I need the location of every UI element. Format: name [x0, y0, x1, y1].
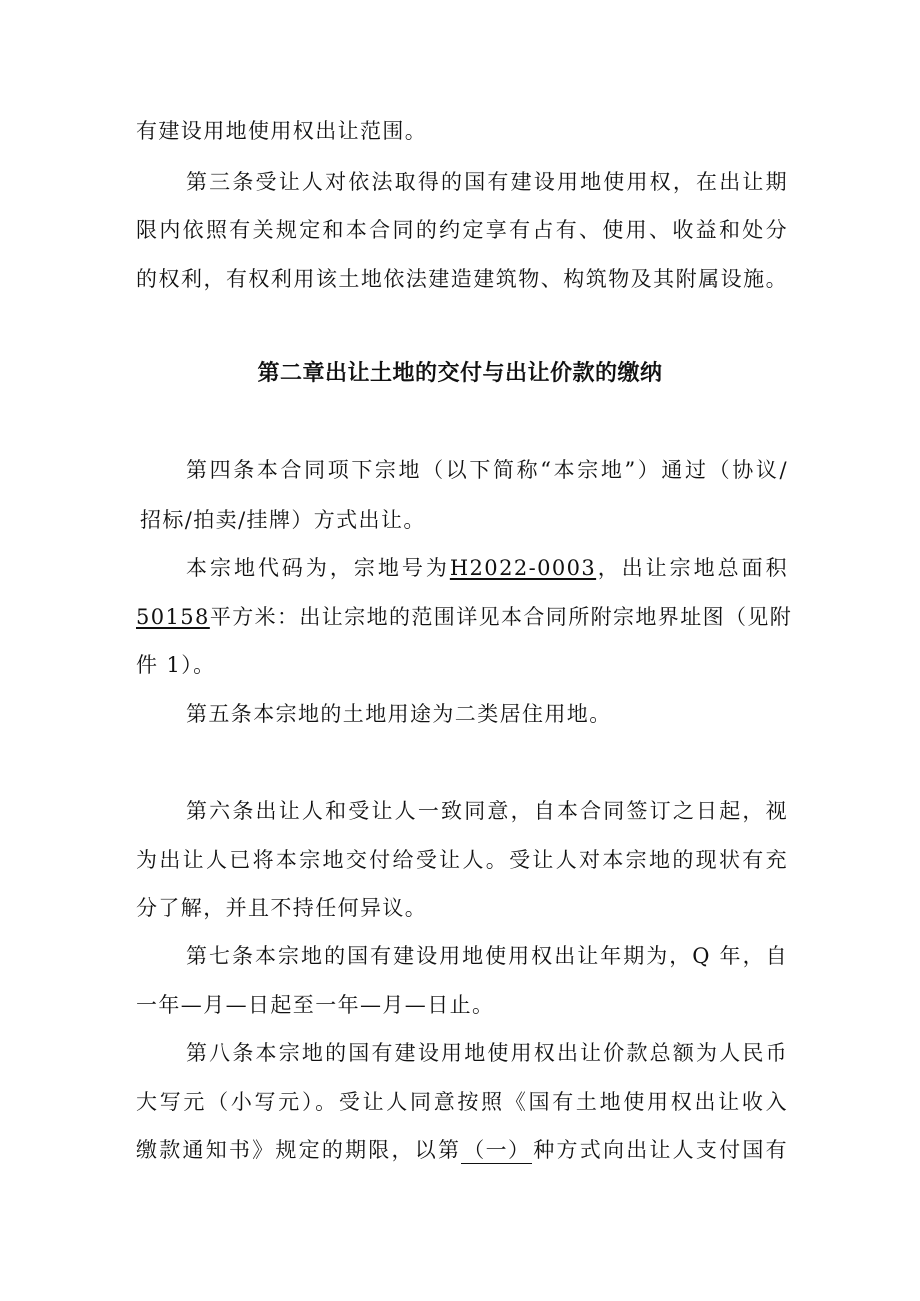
article-3-line-3: 的权利，有权利用该土地依法建造建筑物、构筑物及其附属设施。	[136, 267, 788, 291]
article-4-line-2: 招标/拍卖/挂牌）方式出让。	[140, 508, 426, 532]
parcel-number: H2022-0003	[449, 556, 597, 580]
article-8-line-2: 大写元（小写元）。受让人同意按照《国有土地使用权出让收入	[136, 1090, 788, 1114]
article-3-line-2: 限内依照有关规定和本合同的约定享有占有、使用、收益和处分	[136, 218, 788, 242]
article-8-line-3	[136, 1135, 788, 1165]
parcel-area-value: 50158	[136, 605, 210, 629]
text-line: 件 1）。	[136, 653, 216, 677]
chapter-heading: 第二章出让土地的交付与出让价款的缴纳	[257, 361, 663, 386]
parcel-code-text: 本宗地代码为，宗地号为	[186, 556, 450, 580]
parcel-area-line	[136, 602, 793, 632]
article-5-line: 第五条本宗地的土地用途为二类居住用地。	[186, 702, 612, 726]
article-7-line-1: 第七条本宗地的国有建设用地使用权出让年期为，Q 年，自	[186, 944, 788, 968]
parcel-code-line	[186, 553, 788, 583]
payment-text-end: 种方式向出让人支付国有	[532, 1138, 788, 1162]
article-6-line-2: 为出让人已将本宗地交付给受让人。受让人对本宗地的现状有充	[136, 848, 788, 872]
parcel-area-label: ，出让宗地总面积	[596, 556, 788, 580]
text-line: 有建设用地使用权出让范围。	[136, 119, 428, 143]
article-8-line-1: 第八条本宗地的国有建设用地使用权出让价款总额为人民币	[186, 1041, 788, 1065]
payment-method-blank: （一）	[463, 1138, 531, 1162]
article-6-line-3: 分了解，并且不持任何异议。	[136, 896, 428, 920]
payment-text-start: 缴款通知书》规定的期限，以第	[136, 1138, 462, 1162]
article-6-line-1: 第六条出让人和受让人一致同意，自本合同签订之日起，视	[186, 799, 788, 823]
article-3-line-1: 第三条受让人对依法取得的国有建设用地使用权，在出让期	[186, 170, 788, 194]
parcel-area-text: 平方米：出让宗地的范围详见本合同所附宗地界址图（见附	[209, 605, 793, 629]
article-7-line-2: 一年—月—日起至一年—月—日止。	[136, 993, 495, 1017]
article-4-line-1: 第四条本合同项下宗地（以下简称“本宗地”）通过（协议/	[186, 458, 788, 482]
